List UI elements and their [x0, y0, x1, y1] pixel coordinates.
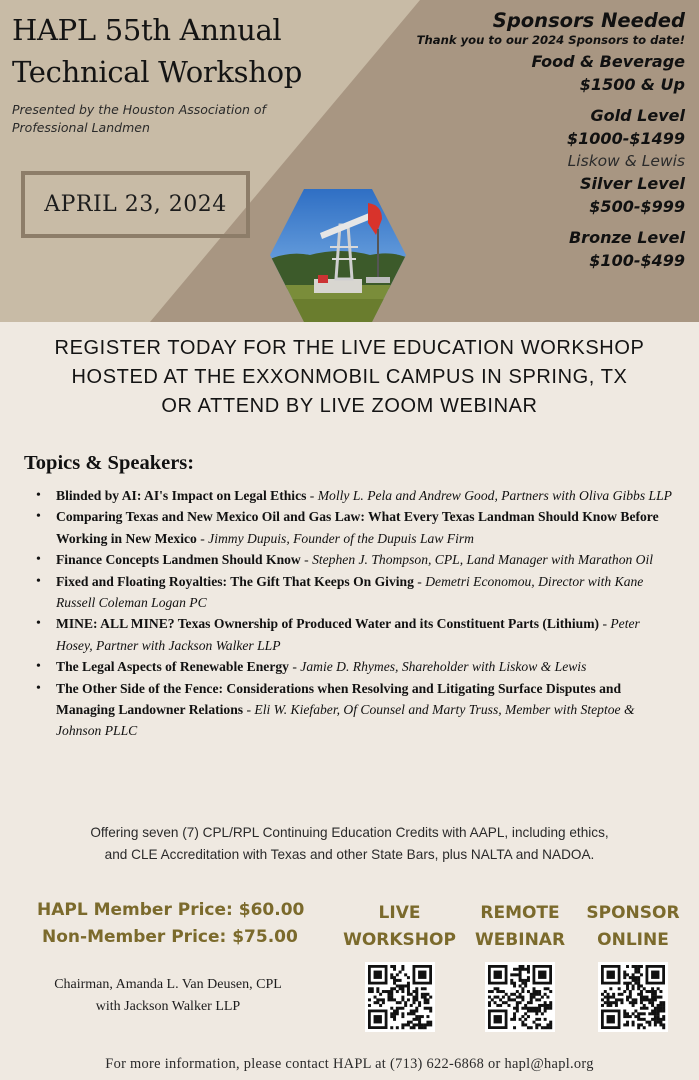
live-label-line-2: WORKSHOP: [343, 930, 456, 950]
food-beverage-price: $1500 & Up: [579, 75, 685, 94]
register-line-3: OR ATTEND BY LIVE ZOOM WEBINAR: [161, 395, 538, 417]
sponsors-panel: [417, 8, 685, 272]
chairman-line-2: with Jackson Walker LLP: [95, 999, 241, 1014]
remote-webinar-column: [465, 900, 575, 1032]
contact-info: For more information, please contact HAPL at (713) 622-6868 or hapl@hapl.org: [105, 1056, 594, 1072]
presenter-text: Presented by the Houston Association of Professional Landmen: [12, 102, 266, 135]
register-block: [0, 334, 699, 421]
topic-title: Fixed and Floating Royalties: The Gift That Keeps On Giving: [56, 573, 414, 589]
live-label-line-1: LIVE: [378, 903, 421, 923]
topic-item: • Finance Concepts Landmen Should Know - Stephen J. Thompson, CPL, Land Manager with Marathon Oil: [56, 549, 676, 570]
credits-line-1: Offering seven (7) CPL/RPL Continuing Education Credits with AAPL, including ethics,: [90, 825, 609, 840]
topic-speaker: Jimmy Dupuis, Founder of the Dupuis Law Firm: [208, 530, 474, 546]
topic-title: The Other Side of the Fence: Considerations when Resolving and Litigating Surface Disputes and Managing Landowner Relations: [56, 680, 622, 718]
silver-level: Silver Level: [579, 174, 685, 193]
sponsor-label-line-1: SPONSOR: [586, 903, 680, 923]
food-beverage-level: Food & Beverage: [531, 52, 685, 71]
gold-price: $1000-$1499: [567, 129, 685, 148]
credits-line-2: and CLE Accreditation with Texas and other State Bars, plus NALTA and NADOA.: [104, 847, 595, 862]
oil-pump-jack-photo: [270, 189, 406, 322]
chairman-line-1: Chairman, Amanda L. Van Deusen, CPL: [54, 977, 282, 992]
topic-item: • The Legal Aspects of Renewable Energy - Jamie D. Rhymes, Shareholder with Liskow & Lewis: [56, 656, 676, 677]
topic-title: Comparing Texas and New Mexico Oil and Gas Law: What Every Texas Landman Should Know Before Working in New Mexico: [56, 509, 659, 546]
date-box: [21, 171, 250, 238]
topic-item: • Fixed and Floating Royalties: The Gift That Keeps On Giving - Demetri Economou, Director with Kane Russell Coleman Logan PC: [56, 571, 676, 614]
remote-webinar-qr-code[interactable]: [485, 962, 555, 1032]
header-band: [0, 0, 699, 322]
register-line-1: REGISTER TODAY FOR THE LIVE EDUCATION WORKSHOP: [54, 337, 645, 359]
bronze-price: $100-$499: [589, 251, 685, 270]
chairman-credit: [20, 974, 316, 1018]
topic-title: Finance Concepts Landmen Should Know: [56, 552, 301, 568]
event-date: APRIL 23, 2024: [44, 192, 227, 217]
register-line-2: HOSTED AT THE EXXONMOBIL CAMPUS IN SPRING, TX: [71, 366, 628, 388]
member-price: HAPL Member Price: $60.00: [37, 900, 305, 920]
sponsor-online-column: [578, 900, 688, 1032]
topic-item: • MINE: ALL MINE? Texas Ownership of Produced Water and its Constituent Parts (Lithium) - Peter Hosey, Partner with Jackson Walker LLP: [56, 613, 676, 656]
sponsor-label-line-2: ONLINE: [597, 930, 669, 950]
topic-speaker: Molly L. Pela and Andrew Good, Partners with Oliva Gibbs LLP: [317, 488, 672, 503]
topic-title: Blinded by AI: AI's Impact on Legal Ethics: [56, 488, 307, 503]
sponsors-heading: Sponsors Needed: [492, 9, 685, 32]
workshop-title-line-2: Technical Workshop: [12, 55, 303, 89]
topic-speaker: Stephen J. Thompson, CPL, Land Manager with Marathon Oil: [312, 552, 654, 568]
non-member-price: Non-Member Price: $75.00: [42, 927, 298, 947]
remote-label-line-1: REMOTE: [480, 903, 560, 923]
topic-speaker: Eli W. Kiefaber, Of Counsel and Marty Truss, Member with Steptoe & Johnson PLLC: [56, 702, 635, 739]
silver-price: $500-$999: [589, 197, 685, 216]
topic-item: • The Other Side of the Fence: Considerations when Resolving and Litigating Surface Disputes and Managing Landowner Relations - Eli W. Kiefaber, Of Counsel and Marty Truss, Member with Steptoe & Johnson PLLC: [56, 678, 676, 742]
gold-level: Gold Level: [590, 106, 685, 125]
gold-sponsor-name: Liskow & Lewis: [567, 152, 685, 170]
topic-speaker: Peter Hosey, Partner with Jackson Walker LLP: [56, 616, 640, 653]
topics-list: [56, 485, 676, 742]
topics-heading: Topics & Speakers:: [24, 452, 195, 474]
topic-item: • Comparing Texas and New Mexico Oil and Gas Law: What Every Texas Landman Should Know Before Working in New Mexico - Jimmy Dupuis, Founder of the Dupuis Law Firm: [56, 506, 676, 549]
workshop-title-line-1: HAPL 55th Annual: [12, 13, 282, 47]
bronze-level: Bronze Level: [568, 228, 685, 247]
topic-title: MINE: ALL MINE? Texas Ownership of Produced Water and its Constituent Parts (Lithium): [56, 616, 600, 632]
topic-item: • Blinded by AI: AI's Impact on Legal Ethics - Molly L. Pela and Andrew Good, Partners with Oliva Gibbs LLP: [56, 485, 676, 506]
live-workshop-qr-code[interactable]: [365, 962, 435, 1032]
credits-text: [0, 822, 699, 866]
live-workshop-column: [341, 900, 458, 1032]
sponsor-online-qr-code[interactable]: [598, 962, 668, 1032]
sponsors-thanks: Thank you to our 2024 Sponsors to date!: [416, 33, 685, 47]
topic-speaker: Jamie D. Rhymes, Shareholder with Liskow & Lewis: [300, 659, 587, 675]
remote-label-line-2: WEBINAR: [474, 930, 566, 950]
topic-title: The Legal Aspects of Renewable Energy: [56, 659, 289, 675]
topic-speaker: Demetri Economou, Director with Kane Russell Coleman Logan PC: [56, 573, 644, 611]
